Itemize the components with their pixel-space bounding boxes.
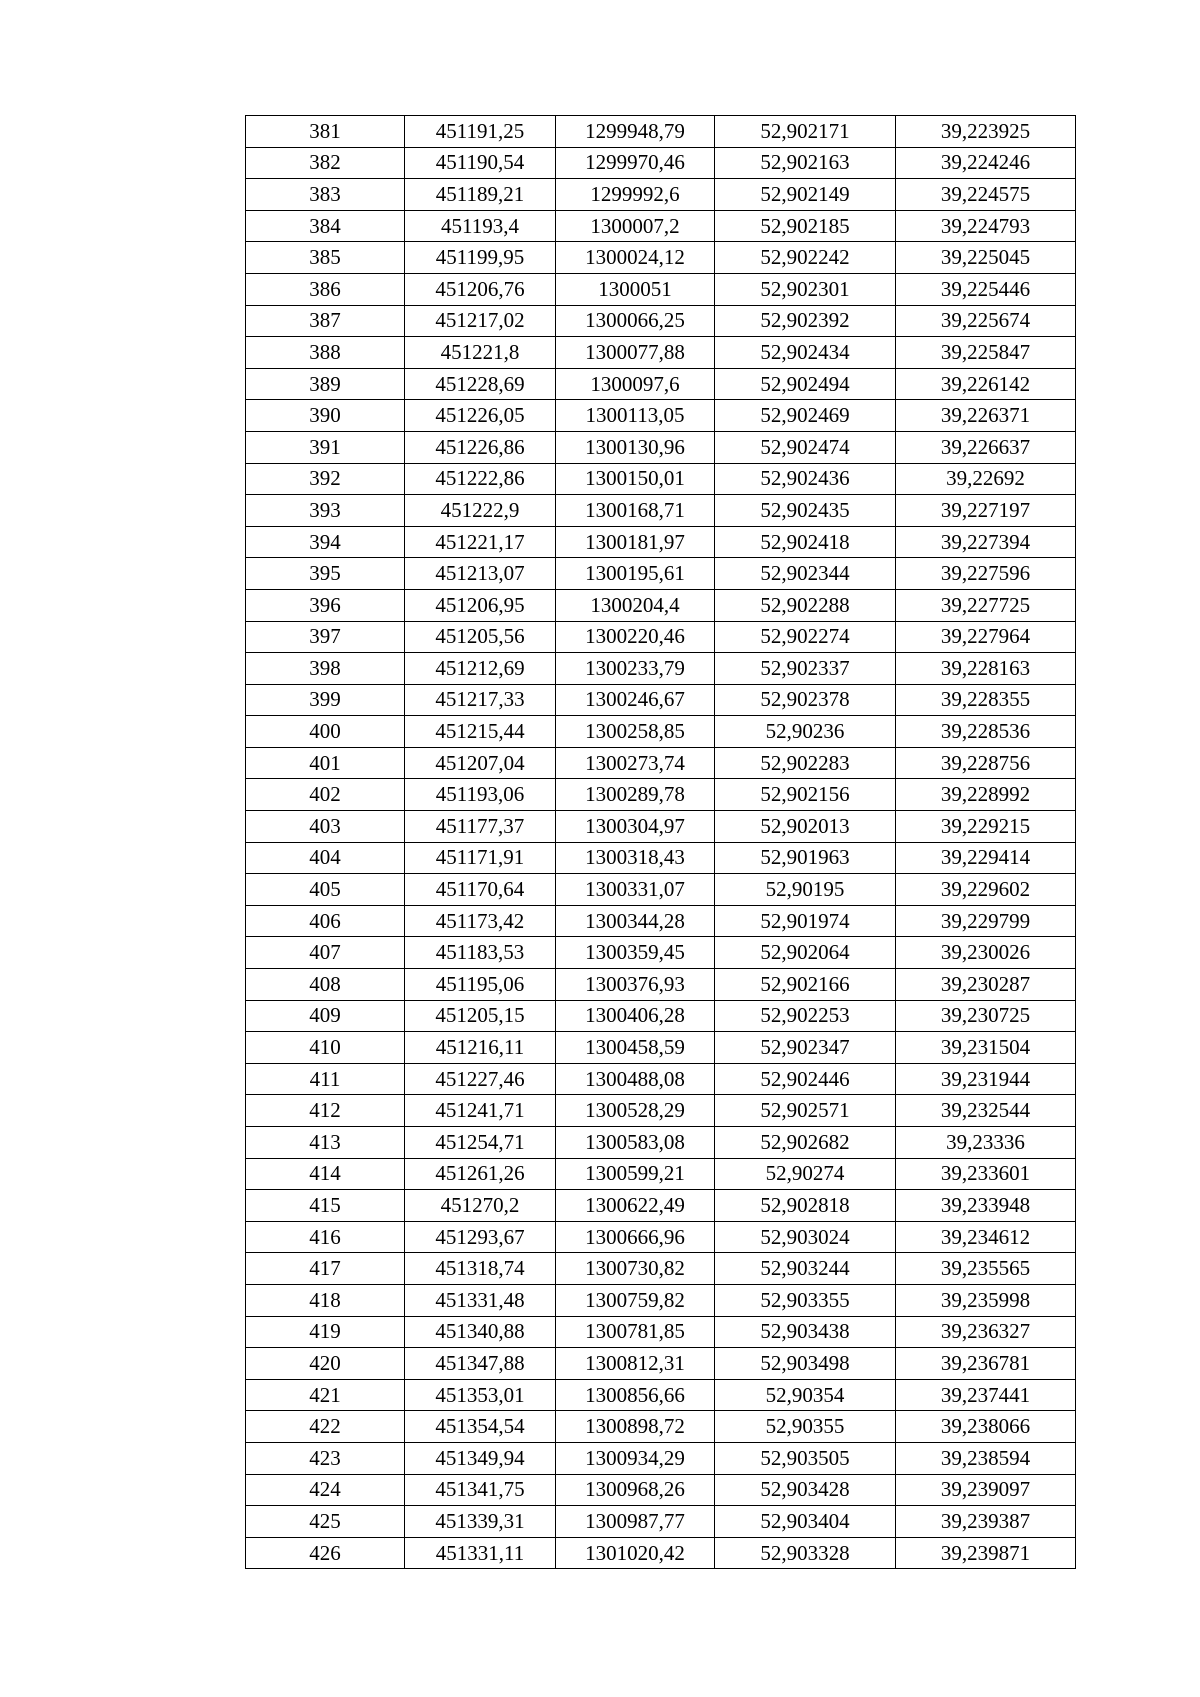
table-row — [246, 969, 1076, 1001]
latitude-cell: 52,902171 — [715, 116, 896, 148]
point-number-cell: 425 — [246, 1506, 405, 1538]
y-coordinate-cell: 1300968,26 — [556, 1474, 715, 1506]
x-coordinate-cell: 451228,69 — [405, 368, 556, 400]
x-coordinate-cell: 451207,04 — [405, 747, 556, 779]
longitude-cell: 39,227964 — [896, 621, 1076, 653]
point-number-cell: 391 — [246, 431, 405, 463]
x-coordinate-cell: 451217,02 — [405, 305, 556, 337]
latitude-cell: 52,902301 — [715, 273, 896, 305]
point-number-cell: 410 — [246, 1032, 405, 1064]
y-coordinate-cell: 1300344,28 — [556, 905, 715, 937]
table-row — [246, 1348, 1076, 1380]
x-coordinate-cell: 451354,54 — [405, 1411, 556, 1443]
y-coordinate-cell: 1300666,96 — [556, 1221, 715, 1253]
latitude-cell: 52,903498 — [715, 1348, 896, 1380]
point-number-cell: 395 — [246, 558, 405, 590]
latitude-cell: 52,901963 — [715, 842, 896, 874]
longitude-cell: 39,239871 — [896, 1537, 1076, 1569]
x-coordinate-cell: 451193,06 — [405, 779, 556, 811]
y-coordinate-cell: 1300331,07 — [556, 874, 715, 906]
longitude-cell: 39,239387 — [896, 1506, 1076, 1538]
longitude-cell: 39,236781 — [896, 1348, 1076, 1380]
y-coordinate-cell: 1300246,67 — [556, 684, 715, 716]
latitude-cell: 52,902013 — [715, 811, 896, 843]
longitude-cell: 39,225446 — [896, 273, 1076, 305]
latitude-cell: 52,903428 — [715, 1474, 896, 1506]
longitude-cell: 39,228756 — [896, 747, 1076, 779]
x-coordinate-cell: 451353,01 — [405, 1379, 556, 1411]
longitude-cell: 39,223925 — [896, 116, 1076, 148]
latitude-cell: 52,903438 — [715, 1316, 896, 1348]
point-number-cell: 415 — [246, 1190, 405, 1222]
point-number-cell: 394 — [246, 526, 405, 558]
latitude-cell: 52,903505 — [715, 1442, 896, 1474]
y-coordinate-cell: 1300273,74 — [556, 747, 715, 779]
table-row — [246, 526, 1076, 558]
latitude-cell: 52,902436 — [715, 463, 896, 495]
table-row — [246, 937, 1076, 969]
longitude-cell: 39,23336 — [896, 1127, 1076, 1159]
point-number-cell: 420 — [246, 1348, 405, 1380]
latitude-cell: 52,902474 — [715, 431, 896, 463]
latitude-cell: 52,903355 — [715, 1284, 896, 1316]
latitude-cell: 52,902392 — [715, 305, 896, 337]
point-number-cell: 407 — [246, 937, 405, 969]
longitude-cell: 39,224793 — [896, 210, 1076, 242]
point-number-cell: 426 — [246, 1537, 405, 1569]
longitude-cell: 39,229602 — [896, 874, 1076, 906]
x-coordinate-cell: 451241,71 — [405, 1095, 556, 1127]
y-coordinate-cell: 1300406,28 — [556, 1000, 715, 1032]
longitude-cell: 39,235565 — [896, 1253, 1076, 1285]
latitude-cell: 52,902494 — [715, 368, 896, 400]
table-row — [246, 1032, 1076, 1064]
x-coordinate-cell: 451177,37 — [405, 811, 556, 843]
point-number-cell: 406 — [246, 905, 405, 937]
longitude-cell: 39,227596 — [896, 558, 1076, 590]
y-coordinate-cell: 1300289,78 — [556, 779, 715, 811]
longitude-cell: 39,225674 — [896, 305, 1076, 337]
x-coordinate-cell: 451212,69 — [405, 653, 556, 685]
point-number-cell: 408 — [246, 969, 405, 1001]
x-coordinate-cell: 451215,44 — [405, 716, 556, 748]
x-coordinate-cell: 451206,95 — [405, 589, 556, 621]
x-coordinate-cell: 451261,26 — [405, 1158, 556, 1190]
point-number-cell: 417 — [246, 1253, 405, 1285]
longitude-cell: 39,228992 — [896, 779, 1076, 811]
x-coordinate-cell: 451173,42 — [405, 905, 556, 937]
longitude-cell: 39,224575 — [896, 179, 1076, 211]
latitude-cell: 52,902571 — [715, 1095, 896, 1127]
x-coordinate-cell: 451226,86 — [405, 431, 556, 463]
table-row — [246, 747, 1076, 779]
table-row — [246, 368, 1076, 400]
table-row — [246, 1316, 1076, 1348]
latitude-cell: 52,902149 — [715, 179, 896, 211]
x-coordinate-cell: 451189,21 — [405, 179, 556, 211]
y-coordinate-cell: 1300233,79 — [556, 653, 715, 685]
longitude-cell: 39,22692 — [896, 463, 1076, 495]
latitude-cell: 52,901974 — [715, 905, 896, 937]
coordinates-table-body — [246, 116, 1076, 1569]
table-row — [246, 653, 1076, 685]
table-row — [246, 1506, 1076, 1538]
longitude-cell: 39,228355 — [896, 684, 1076, 716]
longitude-cell: 39,230026 — [896, 937, 1076, 969]
longitude-cell: 39,238594 — [896, 1442, 1076, 1474]
point-number-cell: 388 — [246, 337, 405, 369]
point-number-cell: 381 — [246, 116, 405, 148]
table-row — [246, 874, 1076, 906]
x-coordinate-cell: 451227,46 — [405, 1063, 556, 1095]
latitude-cell: 52,902185 — [715, 210, 896, 242]
y-coordinate-cell: 1300730,82 — [556, 1253, 715, 1285]
y-coordinate-cell: 1300934,29 — [556, 1442, 715, 1474]
table-row — [246, 811, 1076, 843]
x-coordinate-cell: 451349,94 — [405, 1442, 556, 1474]
y-coordinate-cell: 1300458,59 — [556, 1032, 715, 1064]
table-row — [246, 1221, 1076, 1253]
table-row — [246, 147, 1076, 179]
point-number-cell: 418 — [246, 1284, 405, 1316]
y-coordinate-cell: 1300812,31 — [556, 1348, 715, 1380]
latitude-cell: 52,903024 — [715, 1221, 896, 1253]
table-row — [246, 305, 1076, 337]
y-coordinate-cell: 1300781,85 — [556, 1316, 715, 1348]
x-coordinate-cell: 451347,88 — [405, 1348, 556, 1380]
longitude-cell: 39,224246 — [896, 147, 1076, 179]
x-coordinate-cell: 451205,15 — [405, 1000, 556, 1032]
longitude-cell: 39,227197 — [896, 495, 1076, 527]
y-coordinate-cell: 1299948,79 — [556, 116, 715, 148]
y-coordinate-cell: 1300007,2 — [556, 210, 715, 242]
point-number-cell: 405 — [246, 874, 405, 906]
x-coordinate-cell: 451340,88 — [405, 1316, 556, 1348]
point-number-cell: 382 — [246, 147, 405, 179]
point-number-cell: 384 — [246, 210, 405, 242]
latitude-cell: 52,902818 — [715, 1190, 896, 1222]
table-row — [246, 210, 1076, 242]
table-row — [246, 1190, 1076, 1222]
table-row — [246, 589, 1076, 621]
table-row — [246, 1284, 1076, 1316]
coordinates-table — [245, 115, 1076, 1569]
x-coordinate-cell: 451199,95 — [405, 242, 556, 274]
x-coordinate-cell: 451331,11 — [405, 1537, 556, 1569]
x-coordinate-cell: 451191,25 — [405, 116, 556, 148]
point-number-cell: 396 — [246, 589, 405, 621]
table-row — [246, 716, 1076, 748]
latitude-cell: 52,903404 — [715, 1506, 896, 1538]
table-row — [246, 273, 1076, 305]
x-coordinate-cell: 451170,64 — [405, 874, 556, 906]
y-coordinate-cell: 1300130,96 — [556, 431, 715, 463]
y-coordinate-cell: 1301020,42 — [556, 1537, 715, 1569]
point-number-cell: 399 — [246, 684, 405, 716]
y-coordinate-cell: 1300051 — [556, 273, 715, 305]
x-coordinate-cell: 451171,91 — [405, 842, 556, 874]
y-coordinate-cell: 1300304,97 — [556, 811, 715, 843]
x-coordinate-cell: 451221,8 — [405, 337, 556, 369]
longitude-cell: 39,226371 — [896, 400, 1076, 432]
x-coordinate-cell: 451222,86 — [405, 463, 556, 495]
x-coordinate-cell: 451205,56 — [405, 621, 556, 653]
table-row — [246, 1000, 1076, 1032]
longitude-cell: 39,230287 — [896, 969, 1076, 1001]
y-coordinate-cell: 1300258,85 — [556, 716, 715, 748]
point-number-cell: 387 — [246, 305, 405, 337]
x-coordinate-cell: 451216,11 — [405, 1032, 556, 1064]
latitude-cell: 52,902434 — [715, 337, 896, 369]
latitude-cell: 52,902344 — [715, 558, 896, 590]
latitude-cell: 52,902469 — [715, 400, 896, 432]
table-row — [246, 1411, 1076, 1443]
y-coordinate-cell: 1300113,05 — [556, 400, 715, 432]
y-coordinate-cell: 1299970,46 — [556, 147, 715, 179]
y-coordinate-cell: 1300066,25 — [556, 305, 715, 337]
table-row — [246, 431, 1076, 463]
latitude-cell: 52,902156 — [715, 779, 896, 811]
point-number-cell: 383 — [246, 179, 405, 211]
table-row — [246, 179, 1076, 211]
x-coordinate-cell: 451222,9 — [405, 495, 556, 527]
x-coordinate-cell: 451195,06 — [405, 969, 556, 1001]
y-coordinate-cell: 1300987,77 — [556, 1506, 715, 1538]
point-number-cell: 423 — [246, 1442, 405, 1474]
table-row — [246, 116, 1076, 148]
point-number-cell: 400 — [246, 716, 405, 748]
longitude-cell: 39,225045 — [896, 242, 1076, 274]
point-number-cell: 389 — [246, 368, 405, 400]
longitude-cell: 39,233948 — [896, 1190, 1076, 1222]
y-coordinate-cell: 1300898,72 — [556, 1411, 715, 1443]
y-coordinate-cell: 1300024,12 — [556, 242, 715, 274]
latitude-cell: 52,902337 — [715, 653, 896, 685]
y-coordinate-cell: 1300856,66 — [556, 1379, 715, 1411]
latitude-cell: 52,902283 — [715, 747, 896, 779]
y-coordinate-cell: 1300759,82 — [556, 1284, 715, 1316]
point-number-cell: 402 — [246, 779, 405, 811]
latitude-cell: 52,902435 — [715, 495, 896, 527]
longitude-cell: 39,233601 — [896, 1158, 1076, 1190]
y-coordinate-cell: 1300168,71 — [556, 495, 715, 527]
latitude-cell: 52,903244 — [715, 1253, 896, 1285]
table-row — [246, 400, 1076, 432]
point-number-cell: 390 — [246, 400, 405, 432]
x-coordinate-cell: 451293,67 — [405, 1221, 556, 1253]
latitude-cell: 52,90236 — [715, 716, 896, 748]
y-coordinate-cell: 1300181,97 — [556, 526, 715, 558]
table-row — [246, 463, 1076, 495]
latitude-cell: 52,902682 — [715, 1127, 896, 1159]
y-coordinate-cell: 1300077,88 — [556, 337, 715, 369]
table-row — [246, 242, 1076, 274]
y-coordinate-cell: 1300097,6 — [556, 368, 715, 400]
x-coordinate-cell: 451270,2 — [405, 1190, 556, 1222]
point-number-cell: 398 — [246, 653, 405, 685]
table-row — [246, 558, 1076, 590]
table-row — [246, 779, 1076, 811]
longitude-cell: 39,235998 — [896, 1284, 1076, 1316]
longitude-cell: 39,239097 — [896, 1474, 1076, 1506]
longitude-cell: 39,229799 — [896, 905, 1076, 937]
table-row — [246, 1253, 1076, 1285]
point-number-cell: 421 — [246, 1379, 405, 1411]
point-number-cell: 403 — [246, 811, 405, 843]
x-coordinate-cell: 451206,76 — [405, 273, 556, 305]
x-coordinate-cell: 451221,17 — [405, 526, 556, 558]
latitude-cell: 52,902253 — [715, 1000, 896, 1032]
x-coordinate-cell: 451193,4 — [405, 210, 556, 242]
latitude-cell: 52,902274 — [715, 621, 896, 653]
table-row — [246, 1537, 1076, 1569]
longitude-cell: 39,225847 — [896, 337, 1076, 369]
point-number-cell: 386 — [246, 273, 405, 305]
y-coordinate-cell: 1299992,6 — [556, 179, 715, 211]
longitude-cell: 39,231944 — [896, 1063, 1076, 1095]
y-coordinate-cell: 1300195,61 — [556, 558, 715, 590]
latitude-cell: 52,902378 — [715, 684, 896, 716]
latitude-cell: 52,90274 — [715, 1158, 896, 1190]
point-number-cell: 401 — [246, 747, 405, 779]
point-number-cell: 392 — [246, 463, 405, 495]
y-coordinate-cell: 1300622,49 — [556, 1190, 715, 1222]
x-coordinate-cell: 451254,71 — [405, 1127, 556, 1159]
latitude-cell: 52,902446 — [715, 1063, 896, 1095]
latitude-cell: 52,90355 — [715, 1411, 896, 1443]
latitude-cell: 52,902418 — [715, 526, 896, 558]
table-row — [246, 495, 1076, 527]
latitude-cell: 52,902288 — [715, 589, 896, 621]
x-coordinate-cell: 451341,75 — [405, 1474, 556, 1506]
y-coordinate-cell: 1300150,01 — [556, 463, 715, 495]
latitude-cell: 52,903328 — [715, 1537, 896, 1569]
point-number-cell: 409 — [246, 1000, 405, 1032]
longitude-cell: 39,237441 — [896, 1379, 1076, 1411]
latitude-cell: 52,90195 — [715, 874, 896, 906]
y-coordinate-cell: 1300204,4 — [556, 589, 715, 621]
longitude-cell: 39,234612 — [896, 1221, 1076, 1253]
longitude-cell: 39,229414 — [896, 842, 1076, 874]
x-coordinate-cell: 451226,05 — [405, 400, 556, 432]
longitude-cell: 39,227725 — [896, 589, 1076, 621]
point-number-cell: 393 — [246, 495, 405, 527]
point-number-cell: 412 — [246, 1095, 405, 1127]
point-number-cell: 385 — [246, 242, 405, 274]
table-row — [246, 1442, 1076, 1474]
x-coordinate-cell: 451190,54 — [405, 147, 556, 179]
y-coordinate-cell: 1300359,45 — [556, 937, 715, 969]
table-row — [246, 684, 1076, 716]
x-coordinate-cell: 451183,53 — [405, 937, 556, 969]
table-row — [246, 1095, 1076, 1127]
longitude-cell: 39,226637 — [896, 431, 1076, 463]
longitude-cell: 39,232544 — [896, 1095, 1076, 1127]
table-row — [246, 1127, 1076, 1159]
table-row — [246, 842, 1076, 874]
longitude-cell: 39,228536 — [896, 716, 1076, 748]
point-number-cell: 413 — [246, 1127, 405, 1159]
longitude-cell: 39,238066 — [896, 1411, 1076, 1443]
point-number-cell: 397 — [246, 621, 405, 653]
latitude-cell: 52,902242 — [715, 242, 896, 274]
point-number-cell: 422 — [246, 1411, 405, 1443]
point-number-cell: 411 — [246, 1063, 405, 1095]
point-number-cell: 404 — [246, 842, 405, 874]
latitude-cell: 52,902347 — [715, 1032, 896, 1064]
longitude-cell: 39,231504 — [896, 1032, 1076, 1064]
table-row — [246, 621, 1076, 653]
x-coordinate-cell: 451213,07 — [405, 558, 556, 590]
longitude-cell: 39,228163 — [896, 653, 1076, 685]
y-coordinate-cell: 1300583,08 — [556, 1127, 715, 1159]
table-row — [246, 337, 1076, 369]
latitude-cell: 52,902064 — [715, 937, 896, 969]
y-coordinate-cell: 1300599,21 — [556, 1158, 715, 1190]
longitude-cell: 39,236327 — [896, 1316, 1076, 1348]
longitude-cell: 39,230725 — [896, 1000, 1076, 1032]
latitude-cell: 52,90354 — [715, 1379, 896, 1411]
table-row — [246, 1063, 1076, 1095]
longitude-cell: 39,226142 — [896, 368, 1076, 400]
point-number-cell: 416 — [246, 1221, 405, 1253]
table-row — [246, 1474, 1076, 1506]
latitude-cell: 52,902163 — [715, 147, 896, 179]
y-coordinate-cell: 1300488,08 — [556, 1063, 715, 1095]
x-coordinate-cell: 451339,31 — [405, 1506, 556, 1538]
longitude-cell: 39,227394 — [896, 526, 1076, 558]
point-number-cell: 414 — [246, 1158, 405, 1190]
y-coordinate-cell: 1300318,43 — [556, 842, 715, 874]
y-coordinate-cell: 1300376,93 — [556, 969, 715, 1001]
longitude-cell: 39,229215 — [896, 811, 1076, 843]
latitude-cell: 52,902166 — [715, 969, 896, 1001]
x-coordinate-cell: 451217,33 — [405, 684, 556, 716]
y-coordinate-cell: 1300220,46 — [556, 621, 715, 653]
table-row — [246, 1379, 1076, 1411]
point-number-cell: 424 — [246, 1474, 405, 1506]
y-coordinate-cell: 1300528,29 — [556, 1095, 715, 1127]
table-row — [246, 1158, 1076, 1190]
point-number-cell: 419 — [246, 1316, 405, 1348]
table-row — [246, 905, 1076, 937]
x-coordinate-cell: 451331,48 — [405, 1284, 556, 1316]
x-coordinate-cell: 451318,74 — [405, 1253, 556, 1285]
